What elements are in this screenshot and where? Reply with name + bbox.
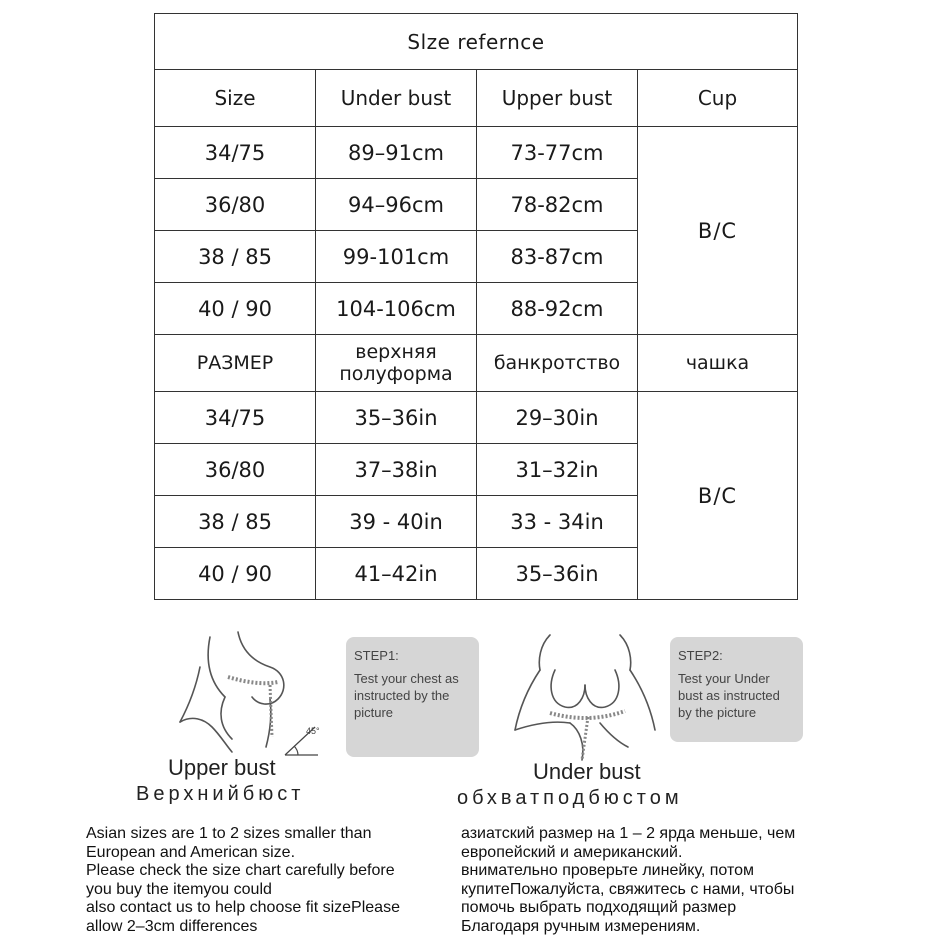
note-line: помочь выбрать подходящий размер	[461, 899, 737, 916]
upper-bust-figure-illustration	[170, 627, 320, 762]
note-line: European and American size.	[86, 843, 296, 861]
header-size-ru: РАЗМЕР	[155, 335, 316, 392]
header-cup: Cup	[638, 70, 798, 127]
notes-english	[86, 825, 400, 936]
upper-bust-cell: 35–36in	[477, 548, 638, 600]
note-line: you buy the itemyou could	[86, 880, 272, 898]
size-cell: 36/80	[155, 179, 316, 231]
step2-box	[670, 637, 803, 742]
table-header-row-ru	[155, 335, 798, 392]
note-line: купитеПожалуйста, свяжитесь с нами, чтобы	[461, 880, 795, 898]
notes-russian	[461, 825, 795, 936]
size-cell: 34/75	[155, 127, 316, 179]
table-row	[155, 392, 798, 444]
header-under-bust: Under bust	[316, 70, 477, 127]
under-bust-caption: Under bust	[533, 759, 641, 784]
under-bust-cell: 39 - 40in	[316, 496, 477, 548]
under-bust-figure-illustration	[510, 625, 660, 765]
measurement-steps	[0, 615, 951, 815]
table-title: Slze refernce	[155, 14, 798, 70]
note-line: европейский и американский.	[461, 843, 683, 861]
note-line: allow 2–3cm differences	[86, 917, 258, 935]
table-header-row	[155, 70, 798, 127]
upper-bust-cell: 88-92cm	[477, 283, 638, 335]
upper-bust-caption: Upper bust	[168, 755, 276, 780]
step2-title: STEP2:	[678, 648, 723, 663]
cup-cell: B/C	[638, 392, 798, 600]
note-line: Please check the size chart carefully before	[86, 862, 395, 879]
upper-bust-cell: 78-82cm	[477, 179, 638, 231]
header-upper-bust-ru: банкротство	[477, 335, 638, 392]
size-cell: 40 / 90	[155, 548, 316, 600]
size-cell: 38 / 85	[155, 496, 316, 548]
step1-box	[346, 637, 479, 757]
step1-text: Test your chest as instructed by the picture	[354, 671, 459, 720]
under-bust-caption-ru: обхватподбюстом	[457, 787, 683, 809]
size-table-container	[154, 13, 797, 615]
upper-bust-cell: 73-77cm	[477, 127, 638, 179]
step2-text: Test your Under bust as instructed by the picture	[678, 671, 780, 720]
upper-bust-cell: 31–32in	[477, 444, 638, 496]
size-cell: 34/75	[155, 392, 316, 444]
note-line: внимательно проверьте линейку, потом	[461, 862, 755, 879]
header-cup-ru: чашка	[638, 335, 798, 392]
note-line: Благодаря ручным измерениям.	[461, 917, 701, 935]
upper-bust-cell: 33 - 34in	[477, 496, 638, 548]
under-bust-cell: 94–96cm	[316, 179, 477, 231]
note-line: азиатский размер на 1 – 2 ярда меньше, чем	[461, 825, 796, 842]
header-size: Size	[155, 70, 316, 127]
table-row	[155, 127, 798, 179]
header-under-bust-ru: верхняя полуформа	[316, 335, 477, 392]
under-bust-cell: 89–91cm	[316, 127, 477, 179]
under-bust-cell: 41–42in	[316, 548, 477, 600]
note-line: Asian sizes are 1 to 2 sizes smaller than	[86, 825, 372, 842]
under-bust-cell: 35–36in	[316, 392, 477, 444]
upper-bust-caption-ru: Верхнийбюст	[136, 783, 305, 805]
size-cell: 38 / 85	[155, 231, 316, 283]
upper-bust-cell: 83-87cm	[477, 231, 638, 283]
upper-bust-cell: 29–30in	[477, 392, 638, 444]
cup-cell: B/C	[638, 127, 798, 335]
note-line: also contact us to help choose fit sizePlease	[86, 899, 400, 916]
size-table	[154, 13, 798, 600]
step1-title: STEP1:	[354, 648, 399, 663]
size-cell: 40 / 90	[155, 283, 316, 335]
under-bust-cell: 37–38in	[316, 444, 477, 496]
under-bust-cell: 99-101cm	[316, 231, 477, 283]
header-upper-bust: Upper bust	[477, 70, 638, 127]
size-cell: 36/80	[155, 444, 316, 496]
under-bust-cell: 104-106cm	[316, 283, 477, 335]
angle-label: 45°	[306, 726, 320, 736]
